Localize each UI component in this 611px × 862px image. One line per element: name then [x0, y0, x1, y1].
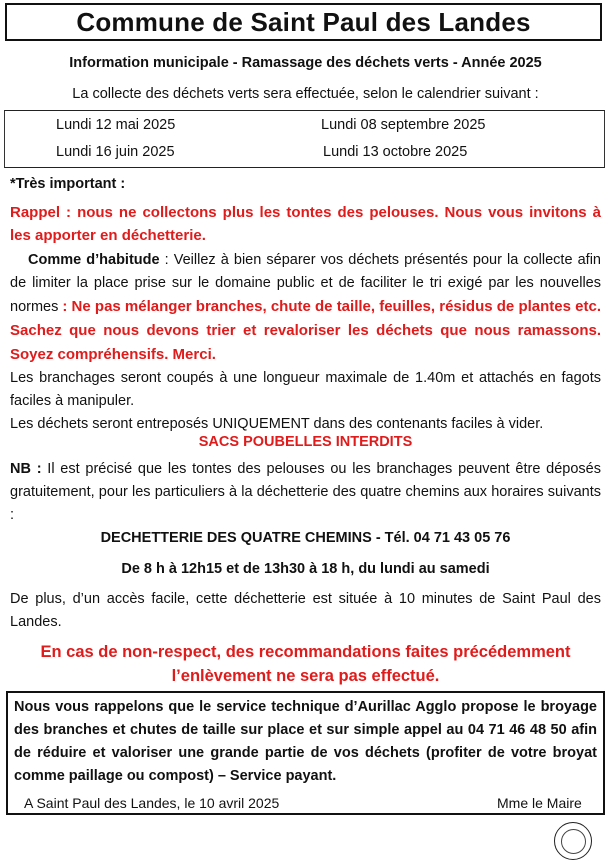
place-date: A Saint Paul des Landes, le 10 avril 2025 [24, 795, 280, 811]
service-notice-box: Nous vous rappelons que le service technique d’Aurillac Agglo propose le broyage des branches et chutes de taille sur place et sur simple appel au 04 71 46 48 50 afin de réduire et valoriser une grande partie de vos déchets (profiter de votre broyat comme paillage ou compost) – Service payant. [6, 691, 605, 815]
warning-line-1: En cas de non-respect, des recommandations faites précédemment [40, 643, 571, 661]
important-heading: *Très important : [10, 176, 126, 192]
dechetterie-access: De plus, d’un accès facile, cette déchetterie est située à 10 minutes de Saint Paul des Landes. [10, 591, 601, 630]
page-title: Commune de Saint Paul des Landes [5, 3, 602, 41]
collection-date: Lundi 13 octobre 2025 [323, 144, 468, 160]
rappel-notice: Rappel : nous ne collectons plus les tontes des pelouses. Nous vous invitons à les apporter en déchetterie. [10, 204, 601, 244]
nb-paragraph [10, 458, 601, 527]
nb-text: Il est précisé que les tontes des pelouses ou les branchages peuvent être déposés gratuitement, pour les particuliers à la déchetterie des quatre chemins aux horaires suivants : [10, 461, 601, 523]
signature: Mme le Maire [497, 795, 582, 811]
nb-label: NB : [10, 461, 42, 477]
warning-line-2: l’enlèvement ne sera pas effectué. [171, 667, 440, 685]
collection-date: Lundi 12 mai 2025 [56, 117, 176, 133]
sacs-interdits: SACS POUBELLES INTERDITS [198, 434, 413, 450]
habitude-label: Comme d’habitude [28, 252, 160, 268]
intro-text: La collecte des déchets verts sera effectuée, selon le calendrier suivant : [72, 86, 539, 102]
mairie-seal-icon [554, 822, 592, 860]
dechetterie-hours: De 8 h à 12h15 et de 13h30 à 18 h, du lundi au samedi [121, 561, 490, 577]
dechetterie-name: DECHETTERIE DES QUATRE CHEMINS - Tél. 04 71 43 05 76 [100, 530, 511, 546]
contenants-paragraph: Les déchets seront entreposés UNIQUEMENT dans des contenants faciles à vider. [10, 416, 544, 432]
collection-calendar [4, 110, 605, 168]
branchages-paragraph: Les branchages seront coupés à une longueur maximale de 1.40m et attachés en fagots faciles à manipuler. [10, 370, 601, 409]
habitude-paragraph [10, 249, 601, 367]
collection-date: Lundi 16 juin 2025 [56, 144, 175, 160]
collection-date: Lundi 08 septembre 2025 [321, 117, 486, 133]
habitude-text: : Veillez à bien séparer vos déchets présentés pour la collecte afin de limiter la place prise sur le domaine public et de faciliter le tri exigé par les nouvelles normes [10, 252, 601, 315]
habitude-red-text: : Ne pas mélanger branches, chute de taille, feuilles, résidus de plantes etc. Sachez que nous devons trier et revaloriser les déchets que nous ramassons. Soyez compréhensifs. Merci. [10, 298, 601, 363]
subtitle: Information municipale - Ramassage des déchets verts - Année 2025 [69, 55, 542, 71]
